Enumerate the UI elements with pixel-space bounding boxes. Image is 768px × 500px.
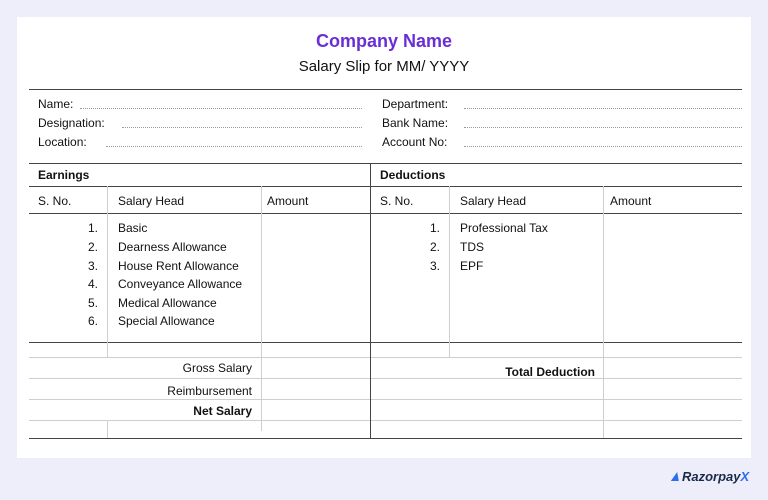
earnings-sno-column-divider	[107, 186, 108, 357]
name-fill-line	[80, 108, 362, 109]
summary-row-divider-1	[29, 378, 742, 379]
deductions-row-head: TDS	[460, 240, 484, 254]
deductions-row-number: 3.	[429, 259, 440, 273]
earnings-row-head: House Rent Allowance	[118, 259, 239, 273]
earnings-row-number: 6.	[87, 314, 98, 328]
earnings-row-head: Special Allowance	[118, 314, 215, 328]
earnings-row-number: 3.	[87, 259, 98, 273]
earnings-row-head: Basic	[118, 221, 148, 235]
earnings-row-number: 5.	[87, 296, 98, 310]
razorpay-logo-icon	[671, 472, 681, 481]
deductions-column-sno: S. No.	[380, 194, 414, 208]
net-salary-label: Net Salary	[193, 404, 252, 418]
earnings-column-salary-head: Salary Head	[118, 194, 185, 208]
razorpayx-logo	[672, 469, 749, 484]
department-fill-line	[464, 108, 742, 109]
slip-title: Salary Slip for MM/ YYYY	[298, 58, 470, 75]
department-label: Department:	[382, 97, 449, 111]
earnings-row-head: Dearness Allowance	[118, 240, 227, 254]
logo-suffix: X	[740, 469, 750, 484]
deductions-section-label: Deductions	[380, 168, 446, 182]
deductions-column-amount: Amount	[610, 194, 652, 208]
deductions-amount-column-divider	[603, 186, 604, 438]
deductions-column-salary-head: Salary Head	[460, 194, 527, 208]
name-label: Name:	[38, 97, 74, 111]
earnings-row-number: 2.	[87, 240, 98, 254]
deductions-row-head: Professional Tax	[460, 221, 548, 235]
designation-fill-line	[122, 127, 362, 128]
account-no-fill-line	[464, 146, 742, 147]
bank-name-label: Bank Name:	[382, 116, 449, 130]
subtotal-divider	[29, 357, 742, 358]
summary-row-divider-2	[29, 399, 742, 400]
account-no-label: Account No:	[382, 135, 448, 149]
column-header-border	[29, 213, 742, 214]
earnings-row-head: Conveyance Allowance	[118, 277, 243, 291]
earnings-sno-column-divider-bottom	[107, 420, 108, 438]
table-bottom-border	[29, 438, 742, 439]
deductions-sno-column-divider	[449, 186, 450, 357]
deductions-row-number: 1.	[429, 221, 440, 235]
reimbursement-label: Reimbursement	[167, 384, 252, 398]
earnings-row-head: Medical Allowance	[118, 296, 217, 310]
deductions-row-number: 2.	[429, 240, 440, 254]
center-divider	[370, 163, 371, 439]
location-fill-line	[106, 146, 362, 147]
location-label: Location:	[38, 135, 87, 149]
items-bottom-border	[29, 342, 742, 343]
section-header-border	[29, 186, 742, 187]
earnings-amount-column-divider	[261, 186, 262, 431]
table-top-border	[29, 163, 742, 164]
company-name: Company Name	[315, 31, 453, 51]
header-divider	[29, 89, 742, 90]
deductions-row-head: EPF	[460, 259, 484, 273]
bank-name-fill-line	[464, 127, 742, 128]
earnings-column-amount: Amount	[267, 194, 309, 208]
total-deduction-label: Total Deduction	[505, 365, 595, 379]
gross-salary-label: Gross Salary	[182, 361, 252, 375]
earnings-column-sno: S. No.	[38, 194, 72, 208]
designation-label: Designation:	[38, 116, 105, 130]
logo-text: Razorpay	[682, 469, 741, 484]
summary-row-divider-3	[29, 420, 742, 421]
earnings-section-label: Earnings	[38, 168, 90, 182]
earnings-row-number: 1.	[87, 221, 98, 235]
earnings-row-number: 4.	[87, 277, 98, 291]
